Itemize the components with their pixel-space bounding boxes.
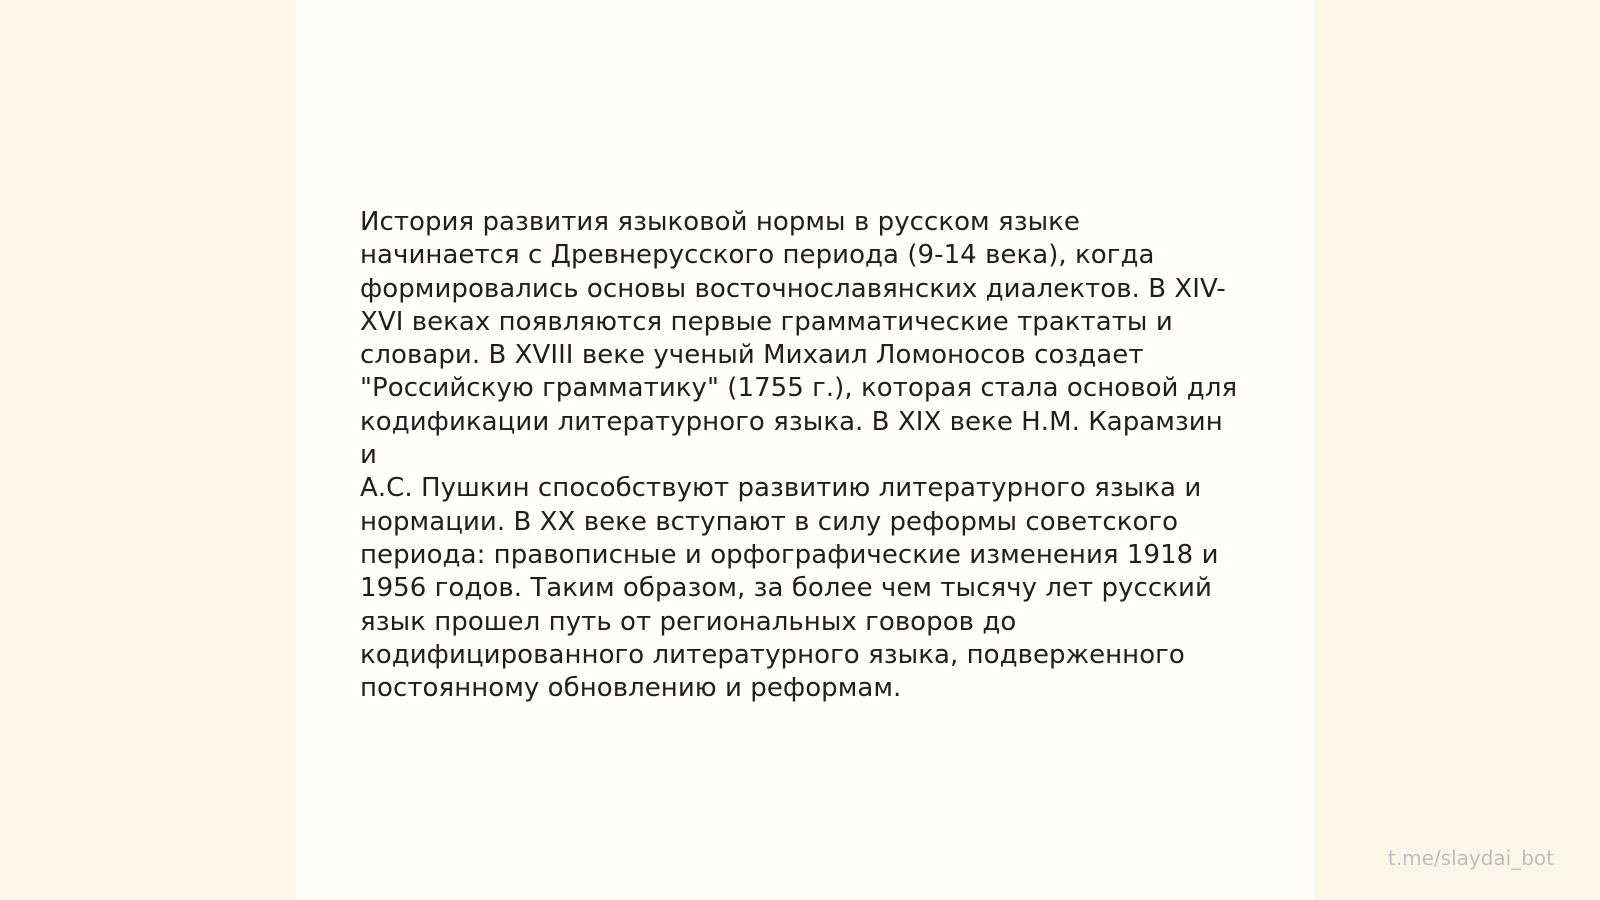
text-line: начинается с Древнерусского периода (9-14 века), когда — [360, 240, 1155, 271]
text-line: словари. В XVIII веке ученый Михаил Ломоносов создает — [360, 340, 1144, 371]
right-background-panel — [1314, 0, 1600, 900]
text-line: кодификации литературного языка. В XIX веке Н.М. Карамзин и — [360, 406, 1223, 471]
text-line: язык прошел путь от региональных говоров до — [360, 606, 1017, 637]
left-background-panel — [0, 0, 296, 900]
slide-body-text — [360, 206, 1240, 705]
text-line: нормации. В XX веке вступают в силу реформы советского — [360, 506, 1179, 537]
text-line: А.С. Пушкин способствуют развитию литературного языка и — [360, 473, 1202, 504]
text-line: "Российскую грамматику" (1755 г.), которая стала основой для — [360, 373, 1238, 404]
text-line: 1956 годов. Таким образом, за более чем тысячу лет русский — [360, 573, 1212, 604]
text-line: постоянному обновлению и реформам. — [360, 673, 902, 704]
text-line: XVI веках появляются первые грамматические трактаты и — [360, 306, 1173, 337]
text-line: История развития языковой нормы в русском языке — [360, 207, 1080, 237]
text-line: периода: правописные и орфографические изменения 1918 и — [360, 539, 1219, 570]
text-line: формировались основы восточнославянских диалектов. В XIV- — [360, 273, 1226, 304]
watermark-link[interactable]: t.me/slaydai_bot — [1387, 846, 1554, 870]
text-line: кодифицированного литературного языка, подверженного — [360, 639, 1185, 670]
